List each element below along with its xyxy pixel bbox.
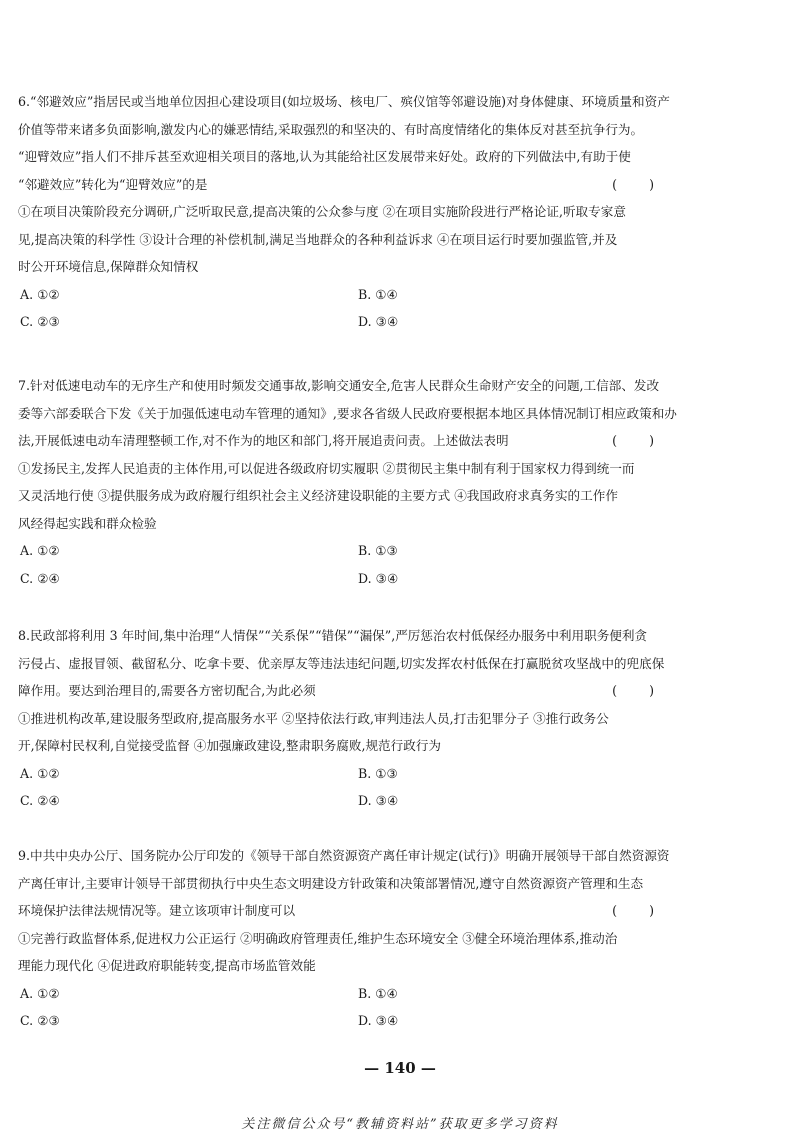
question-7-stem-line-3-text: 法,开展低速电动车清理整顿工作,对不作为的地区和部门,将开展追责问责。上述做法表明	[18, 433, 509, 448]
option-c: C. ②④	[20, 570, 60, 586]
option-b: B. ①④	[358, 985, 398, 1001]
option-d: D. ③④	[358, 793, 399, 808]
answer-parentheses: ( )	[612, 433, 668, 448]
question-7-options-row-2	[18, 565, 668, 593]
option-b: B. ①③	[358, 765, 398, 781]
question-8-options-row-1	[18, 760, 668, 788]
option-d: D. ③④	[358, 570, 399, 586]
option-a: A. ①②	[20, 286, 60, 302]
question-9-stem-line-1: 9.中共中央办公厅、国务院办公厅印发的《领导干部自然资源资产离任审计规定(试行)》明确开展领导干部自然资源资	[18, 848, 670, 863]
question-9	[18, 842, 668, 1035]
question-6-stem-line-4-text: “邻避效应”转化为“迎臂效应”的是	[18, 176, 208, 192]
question-7-stem-line-2: 委等六部委联合下发《关于加强低速电动车管理的通知》,要求各省级人民政府要根据本地区具体情况制订相应政策和办	[18, 405, 677, 421]
question-8-stem-line-1: 8.民政部将利用 3 年时间,集中治理“人情保”“关系保”“错保”“漏保”,严厉惩治农村低保经办服务中利用职务便利贪	[18, 628, 648, 643]
question-7	[18, 372, 677, 592]
question-6-options-row-2	[18, 308, 668, 336]
question-6-statement-line-3: 时公开环境信息,保障群众知情权	[18, 259, 199, 274]
question-7-statement-line-2: 又灵活地行使 ③提供服务成为政府履行组织社会主义经济建设职能的主要方式 ④我国政府求真务实的工作作	[18, 488, 618, 503]
question-8-stem-line-2: 污侵占、虚报冒领、截留私分、吃拿卡要、优亲厚友等违法违纪问题,切实发挥农村低保在打赢脱贫攻坚战中的兜底保	[18, 655, 665, 671]
option-c: C. ②④	[20, 793, 60, 808]
answer-parentheses: ( )	[612, 903, 668, 918]
option-d: D. ③④	[358, 314, 399, 329]
question-7-statement-line-1: ①发扬民主,发挥人民追责的主体作用,可以促进各级政府切实履职 ②贯彻民主集中制有利于国家权力得到统一而	[18, 460, 635, 476]
question-6-stem-line-3: “迎臂效应”指人们不排斥甚至欢迎相关项目的落地,认为其能给社区发展带来好处。政府的下列做法中,有助于使	[18, 149, 631, 164]
question-8-statement-line-2: 开,保障村民权利,自觉接受监督 ④加强廉政建设,整肃职务腐败,规范行政行为	[18, 738, 442, 753]
question-6-options-row-1	[18, 281, 668, 309]
option-a: A. ①②	[20, 543, 60, 558]
question-6-statement-line-1: ①在项目决策阶段充分调研,广泛听取民意,提高决策的公众参与度 ②在项目实施阶段进行严格论证,听取专家意	[18, 204, 626, 219]
option-b: B. ①③	[358, 543, 398, 558]
option-a: A. ①②	[20, 765, 60, 781]
question-6-stem-line-1: 6.“邻避效应”指居民或当地单位因担心建设项目(如垃圾场、核电厂、殡仪馆等邻避设施)对身体健康、环境质量和资产	[18, 94, 670, 109]
page-number: — 140 —	[364, 1059, 436, 1077]
answer-parentheses: ( )	[612, 683, 668, 698]
question-9-stem-line-3	[18, 897, 668, 925]
question-9-stem-line-2: 产离任审计,主要审计领导干部贯彻执行中央生态文明建设方针政策和决策部署情况,遵守自然资源资产管理和生态	[18, 875, 644, 891]
question-9-statement-line-2: 理能力现代化 ④促进政府职能转变,提高市场监管效能	[18, 958, 316, 973]
question-9-statement-line-1: ①完善行政监督体系,促进权力公正运行 ②明确政府管理责任,维护生态环境安全 ③健全环境治理体系,推动治	[18, 930, 618, 946]
question-9-stem-line-3-text: 环境保护法律法规情况等。建立该项审计制度可以	[18, 903, 296, 918]
answer-parentheses: ( )	[612, 176, 668, 192]
question-7-options-row-1	[18, 537, 668, 565]
question-8-statement-line-1: ①推进机构改革,建设服务型政府,提高服务水平 ②坚持依法行政,审判违法人员,打击犯罪分子 ③推行政务公	[18, 710, 609, 726]
question-8-stem-line-3-text: 障作用。要达到治理目的,需要各方密切配合,为此必须	[18, 683, 316, 698]
question-9-options-row-1	[18, 980, 668, 1008]
footer-promo-text: 关注微信公众号“教辅资料站”获取更多学习资料	[241, 1117, 559, 1132]
question-9-options-row-2	[18, 1007, 668, 1035]
option-b: B. ①④	[358, 286, 398, 302]
question-6	[18, 88, 668, 336]
question-7-stem-line-3	[18, 427, 668, 455]
option-c: C. ②③	[20, 1013, 60, 1028]
option-d: D. ③④	[358, 1013, 399, 1028]
question-8-options-row-2	[18, 787, 668, 815]
question-6-stem-line-4	[18, 171, 668, 199]
question-6-stem-line-2: 价值等带来诸多负面影响,激发内心的嫌恶情结,采取强烈的和坚决的、有时高度情绪化的集体反对甚至抗争行为。	[18, 121, 644, 137]
option-a: A. ①②	[20, 985, 60, 1001]
question-6-statement-line-2: 见,提高决策的科学性 ③设计合理的补偿机制,满足当地群众的各种利益诉求 ④在项目运行时要加强监管,并及	[18, 231, 618, 247]
question-7-statement-line-3: 风经得起实践和群众检验	[18, 515, 157, 531]
question-8	[18, 622, 668, 815]
option-c: C. ②③	[20, 314, 60, 329]
question-8-stem-line-3	[18, 677, 668, 705]
question-7-stem-line-1: 7.针对低速电动车的无序生产和使用时频发交通事故,影响交通安全,危害人民群众生命财产安全的问题,工信部、发改	[18, 378, 660, 393]
